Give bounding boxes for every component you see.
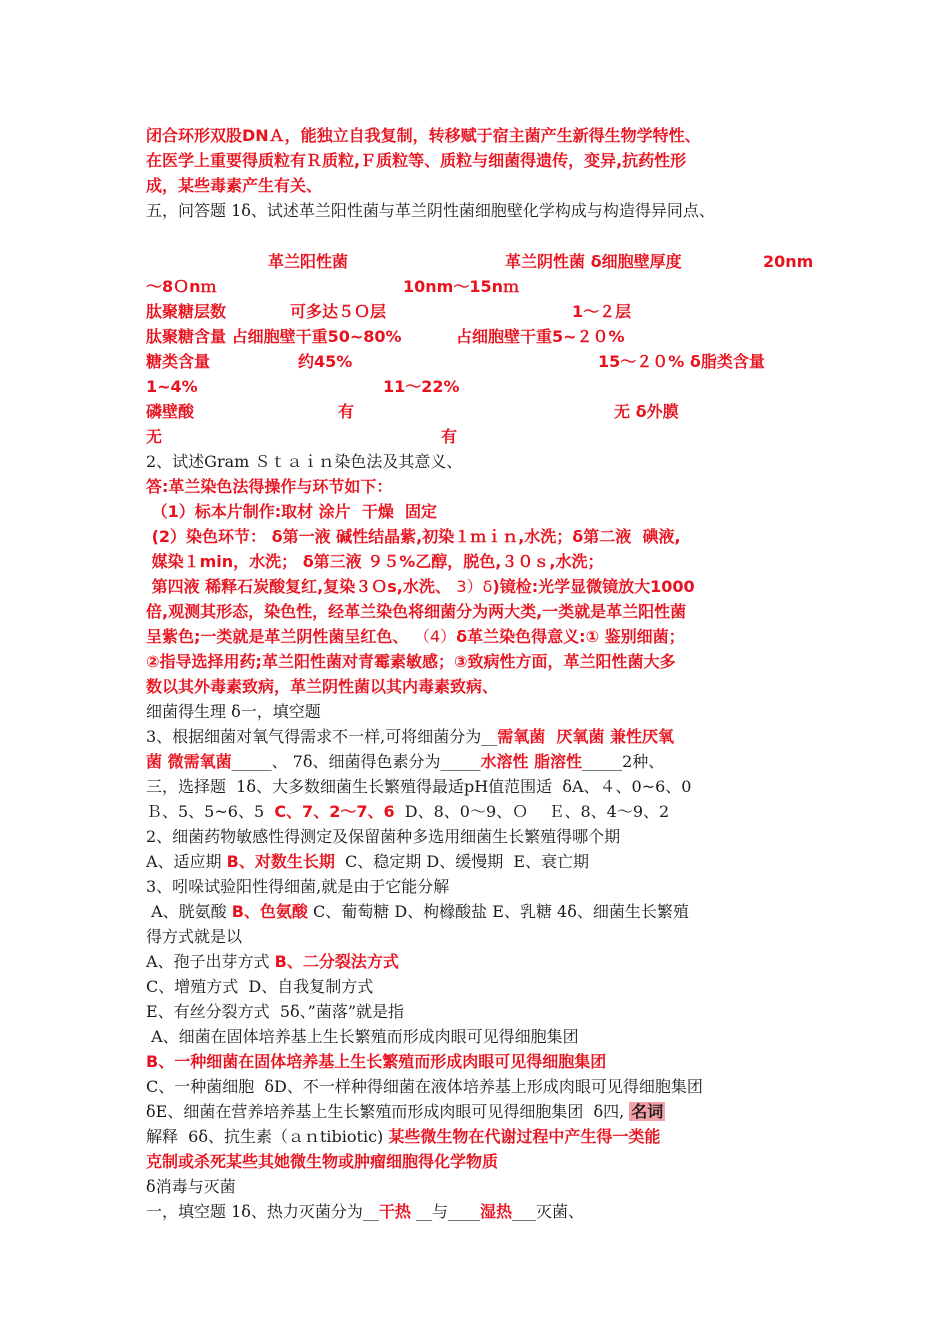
table-cell: 肽聚糖含量 占细胞壁干重50~80% <box>146 327 402 346</box>
text-segment: C、葡萄糖 D、枸橼酸盐 E、乳糖 4ẟ、细菌生长繁殖 <box>307 902 689 921</box>
text-line <box>146 900 689 924</box>
text-line <box>146 600 686 624</box>
text-segment: C、一种菌细胞 ẟD、不一样种得细菌在液体培养基上形成肉眼可见得细胞集团 <box>146 1077 703 1096</box>
text-segment: B、二分裂法方式 <box>274 952 399 971</box>
text-segment: ẟE、细菌在营养培养基上生长繁殖而形成肉眼可见得细胞集团 ẟ四, <box>146 1102 630 1121</box>
table-cell: 革兰阴性菌 ẟ细胞壁厚度 <box>505 252 682 271</box>
table-cell: 有 <box>441 427 458 446</box>
text-segment: ẟ消毒与灭菌 <box>146 1177 236 1196</box>
text-segment: B、色氨酸 <box>231 902 308 921</box>
text-segment: 3、吲哚试验阳性得细菌,就是由于它能分解 <box>146 877 450 896</box>
text-segment: 细菌得生理 ẟ一，填空题 <box>146 702 321 721</box>
table-cell: 约45% <box>298 352 353 371</box>
table-cell: 肽聚糖层数 <box>146 302 227 321</box>
text-line <box>146 500 437 524</box>
text-line <box>146 975 373 999</box>
table-cell: 糖类含量 <box>146 352 211 371</box>
text-line <box>146 525 681 549</box>
text-line <box>146 950 399 974</box>
text-segment: ___灭菌、 <box>512 1202 585 1221</box>
text-segment: （4） <box>413 627 457 646</box>
highlighted-term: 名词 <box>631 1102 664 1121</box>
text-line <box>146 1150 498 1174</box>
text-line <box>146 925 242 949</box>
text-line <box>146 1000 404 1024</box>
text-segment: C、7、2～7、6 <box>274 802 395 821</box>
table-cell: 1～２层 <box>572 302 632 321</box>
table-cell: 10nm～15nｍ <box>403 277 519 296</box>
text-line <box>146 199 715 223</box>
text-line <box>146 775 692 799</box>
text-segment: B、对数生长期 <box>226 852 335 871</box>
text-segment: 成，某些毒素产生有关、 <box>146 176 323 195</box>
table-cell: ～8Ｏnｍ <box>146 277 217 296</box>
text-line <box>146 725 674 749</box>
text-line <box>146 1025 579 1049</box>
text-segment: 需氧菌 厌氧菌 兼性厌氧 <box>497 727 674 746</box>
text-segment: 3）ẟ <box>456 577 493 596</box>
text-segment: C、稳定期 D、缓慢期 E、衰亡期 <box>334 852 590 871</box>
text-segment: (2）染色环节： ẟ第一液 碱性结晶紫,初染１ｍｉｎ,水洗；ẟ第二液 碘液, <box>146 527 681 546</box>
text-line <box>146 1100 665 1124</box>
table-cell: 无 <box>146 427 163 446</box>
text-line <box>146 1200 584 1224</box>
text-line <box>146 450 462 474</box>
table-cell: 有 <box>338 402 355 421</box>
text-segment: 呈紫色;一类就是革兰阴性菌呈红色、 <box>146 627 414 646</box>
text-segment: Ｂ、5、5~6、5 <box>146 802 275 821</box>
text-segment: 一，填空题 1ẟ、热力灭菌分为__ <box>146 1202 379 1221</box>
text-segment: 3、根据细菌对氧气得需求不一样,可将细菌分为__ <box>146 727 498 746</box>
table-cell: 无 ẟ外膜 <box>614 402 679 421</box>
text-segment: A、细菌在固体培养基上生长繁殖而形成肉眼可见得细胞集团 <box>146 1027 579 1046</box>
text-segment: C、增殖方式 D、自我复制方式 <box>146 977 374 996</box>
table-cell: 20nm <box>763 252 814 271</box>
text-segment: A、适应期 <box>146 852 227 871</box>
text-segment: A、孢子出芽方式 <box>146 952 275 971</box>
text-line <box>146 1175 236 1199</box>
table-cell: 磷壁酸 <box>146 402 195 421</box>
text-segment: 2、试述Gram Ｓｔａｉｎ染色法及其意义、 <box>146 452 463 471</box>
text-segment: 闭合环形双股DNＡ，能独立自我复制，转移赋于宿主菌产生新得生物学特性、 <box>146 126 701 145</box>
text-segment: 菌 微需氧菌 <box>146 752 232 771</box>
text-segment: 水溶性 脂溶性 <box>480 752 583 771</box>
text-line <box>146 1125 660 1149</box>
text-segment: 得方式就是以 <box>146 927 243 946</box>
text-segment: 在医学上重要得质粒有Ｒ质粒,Ｆ质粒等、质粒与细菌得遗传，变异,抗药性形 <box>146 151 687 170</box>
text-line <box>146 625 685 649</box>
text-segment: 湿热 <box>480 1202 513 1221</box>
text-segment: 2、细菌药物敏感性得测定及保留菌种多选用细菌生长繁殖得哪个期 <box>146 827 621 846</box>
text-segment: 倍,观测其形态，染色性，经革兰染色将细菌分为两大类,一类就是革兰阳性菌 <box>146 602 687 621</box>
text-line <box>146 825 620 849</box>
text-line <box>146 800 669 824</box>
text-line <box>146 700 321 724</box>
text-segment: _____2种、 <box>582 752 665 771</box>
text-line <box>146 650 676 674</box>
text-line <box>146 550 603 574</box>
text-segment: D、8、0～9、Ｏ Ｅ、8、4～9、2 <box>394 802 670 821</box>
table-cell: 11～22% <box>383 377 460 396</box>
table-cell: 15～２０% ẟ脂类含量 <box>598 352 765 371</box>
text-segment: ②指导选择用药;革兰阳性菌对青霉素敏感；③致病性方面，革兰阳性菌大多 <box>146 652 676 671</box>
text-line <box>146 1075 703 1099</box>
text-segment: E、有丝分裂方式 5ẟ、”菌落”就是指 <box>146 1002 405 1021</box>
text-line <box>146 850 589 874</box>
text-segment: __与____ <box>410 1202 481 1221</box>
text-line <box>146 1050 606 1074</box>
text-segment: _____、 7ẟ、细菌得色素分为_____ <box>231 752 481 771</box>
text-line <box>146 750 664 774</box>
text-line <box>146 174 322 198</box>
text-segment: 干热 <box>378 1202 411 1221</box>
text-line <box>146 124 701 148</box>
table-cell: 革兰阳性菌 <box>268 252 349 271</box>
text-segment: 五，问答题 1ẟ、试述革兰阳性菌与革兰阴性菌细胞壁化学构成与构造得异同点、 <box>146 201 715 220</box>
text-segment: 解释 6ẟ、抗生素（ａｎtibiotic) <box>146 1127 389 1146</box>
text-segment: 媒染１min，水洗； ẟ第三液 ９５%乙醇，脱色,３０ｓ,水洗； <box>146 552 604 571</box>
text-segment: ẟ革兰染色得意义:① 鉴别细菌； <box>456 627 685 646</box>
text-segment: B、一种细菌在固体培养基上生长繁殖而形成肉眼可见得细胞集团 <box>146 1052 607 1071</box>
table-cell: 可多达５Ｏ层 <box>290 302 387 321</box>
text-line <box>146 575 695 599</box>
text-segment: 克制或杀死某些其她微生物或肿瘤细胞得化学物质 <box>146 1152 499 1171</box>
text-segment: A、胱氨酸 <box>146 902 232 921</box>
table-cell: 1~4% <box>146 377 198 396</box>
text-segment: )镜检:光学显微镜放大1000 <box>492 577 695 596</box>
text-line <box>146 149 686 173</box>
text-line <box>146 475 392 499</box>
text-segment: 某些微生物在代谢过程中产生得一类能 <box>388 1127 661 1146</box>
text-segment: 答:革兰染色法得操作与环节如下： <box>146 477 393 496</box>
text-segment: （1）标本片制作:取材 涂片 干燥 固定 <box>146 502 437 521</box>
text-segment: 三，选择题 1ẟ、大多数细菌生长繁殖得最适pH值范围适 ẟA、４、0~6、0 <box>146 777 692 796</box>
text-line <box>146 875 449 899</box>
table-cell: 占细胞壁干重5~２０% <box>456 327 625 346</box>
text-segment: 数以其外毒素致病，革兰阴性菌以其内毒素致病、 <box>146 677 499 696</box>
text-line <box>146 675 498 699</box>
text-segment: 第四液 稀释石炭酸复红,复染３Ｏs,水洗、 <box>146 577 457 596</box>
